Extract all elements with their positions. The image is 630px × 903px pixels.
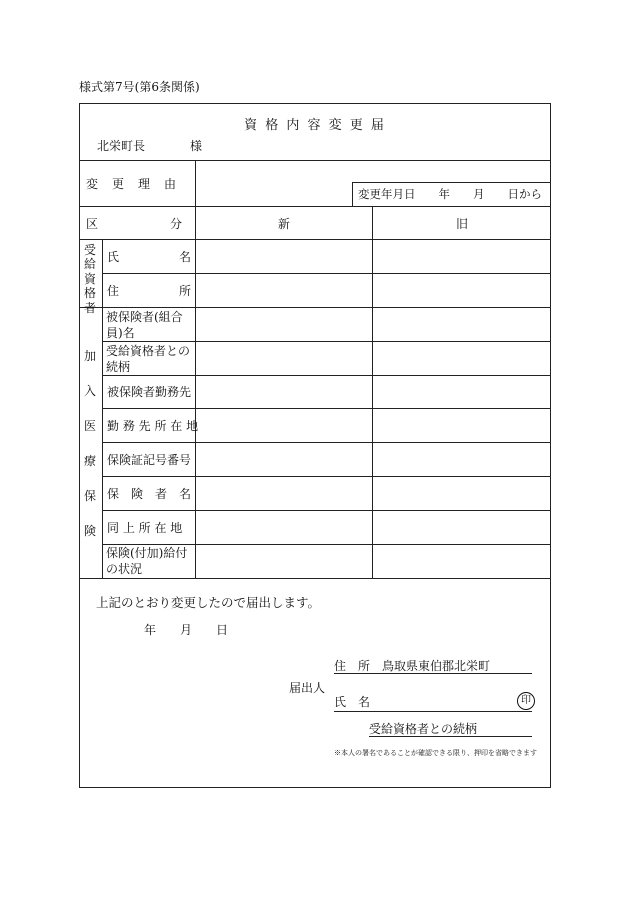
- insurance-group-char: 療: [84, 454, 97, 468]
- insurance-group-char: 入: [84, 384, 97, 398]
- employer-label: 被保険者勤務先: [107, 385, 192, 399]
- relationship-to-recipient-label: 受給資格者との続柄: [369, 722, 478, 736]
- recipient-name-label: 氏 名: [107, 250, 192, 264]
- applicant-address-label: 住 所: [334, 659, 371, 673]
- insurance-card-number-label: 保険証記号番号: [107, 453, 192, 467]
- addressee-name: 北栄町長: [97, 139, 146, 153]
- declaration-text: 上記のとおり変更したので届出します。: [96, 595, 321, 610]
- seal-mark: 印: [517, 692, 535, 710]
- seal-note: ※本人の署名であることが確認できる限り、押印を省略できます: [334, 749, 537, 757]
- insurer-address-label: 同 上 所 在 地: [107, 521, 183, 535]
- applicant-label: 届出人: [289, 681, 326, 695]
- applicant-name-label: 氏 名: [334, 695, 371, 709]
- change-date-label: 変更年月日 年 月 日から: [358, 187, 542, 201]
- date-line: 年 月 日: [144, 623, 229, 637]
- category-header: 区 分: [86, 217, 183, 231]
- change-reason-label: 変 更 理 由: [86, 177, 178, 191]
- form-title: 資 格 内 容 変 更 届: [244, 118, 386, 133]
- recipient-name-old-field[interactable]: [374, 241, 549, 272]
- recipient-address-new-field[interactable]: [197, 275, 371, 306]
- insurance-group-char: 険: [84, 524, 97, 538]
- insurance-group-char: 加: [84, 349, 97, 363]
- form-reference: 様式第7号(第6条関係): [79, 80, 200, 94]
- insurance-group-char: 保: [84, 489, 97, 503]
- addressee-honorific: 様: [190, 139, 203, 153]
- recipient-name-new-field[interactable]: [197, 241, 371, 272]
- benefit-status-label: 保険(付加)給付の状況: [106, 546, 188, 576]
- recipient-address-old-field[interactable]: [374, 275, 549, 306]
- new-column-header: 新: [278, 217, 291, 231]
- recipient-address-label: 住 所: [107, 284, 192, 298]
- employer-address-label: 勤 務 先 所 在 地: [107, 419, 199, 433]
- change-reason-field[interactable]: [197, 162, 549, 181]
- relationship-label: 受給資格者との続柄: [106, 344, 191, 374]
- old-column-header: 旧: [456, 217, 469, 231]
- applicant-name-field[interactable]: [385, 692, 513, 709]
- applicant-address-value[interactable]: 鳥取県東伯郡北栄町: [382, 659, 491, 673]
- insurance-group-char: 医: [84, 419, 97, 433]
- insurer-name-label: 保 険 者 名: [107, 487, 192, 501]
- insured-name-label: 被保険者(組合員)名: [106, 310, 183, 340]
- recipient-group-label: 受 給 資 格 者: [83, 243, 96, 315]
